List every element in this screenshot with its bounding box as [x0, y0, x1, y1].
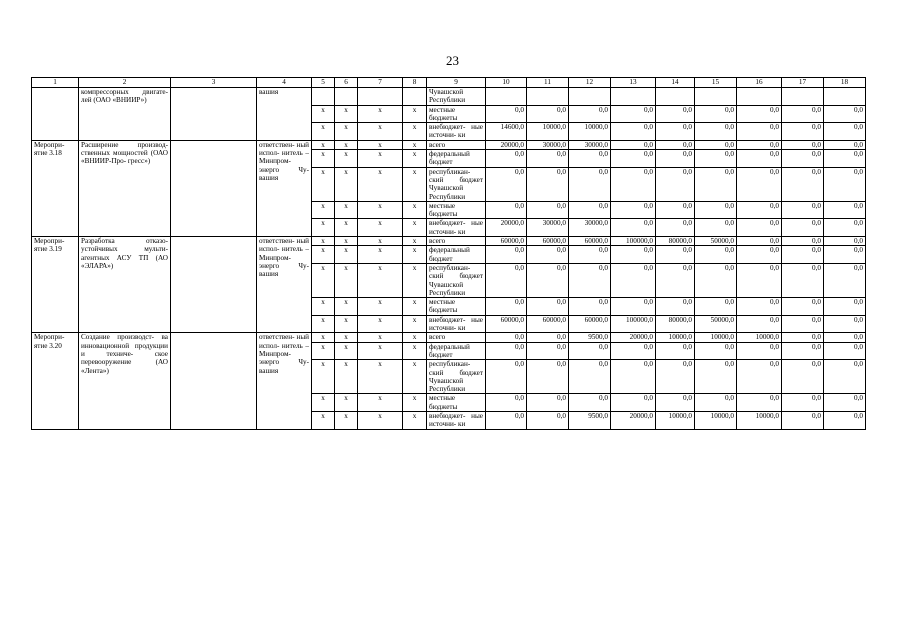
- column-header: 10: [486, 78, 527, 88]
- amount-cell: 0,0: [824, 219, 866, 237]
- code-cell: х: [312, 360, 335, 394]
- code-cell: х: [312, 105, 335, 123]
- column-header: 2: [79, 78, 171, 88]
- amount-cell: 0,0: [611, 394, 656, 412]
- column-header: 8: [403, 78, 427, 88]
- amount-cell: 0,0: [737, 105, 782, 123]
- code-cell: х: [358, 298, 403, 316]
- amount-cell: 0,0: [656, 219, 695, 237]
- amount-cell: 0,0: [611, 201, 656, 219]
- amount-cell: [782, 88, 824, 106]
- column-header: 13: [611, 78, 656, 88]
- code-cell: х: [358, 237, 403, 246]
- amount-cell: 0,0: [527, 298, 569, 316]
- code-cell: х: [312, 246, 335, 264]
- amount-cell: 0,0: [486, 201, 527, 219]
- amount-cell: 0,0: [782, 140, 824, 149]
- amount-cell: 0,0: [656, 360, 695, 394]
- amount-cell: 0,0: [611, 150, 656, 168]
- amount-cell: 0,0: [824, 263, 866, 297]
- amount-cell: 10000,0: [569, 123, 611, 141]
- code-cell: х: [358, 411, 403, 429]
- amount-cell: 100000,0: [611, 237, 656, 246]
- amount-cell: [527, 88, 569, 106]
- code-cell: х: [358, 394, 403, 412]
- amount-cell: 0,0: [782, 360, 824, 394]
- amount-cell: 0,0: [695, 201, 737, 219]
- amount-cell: 0,0: [737, 237, 782, 246]
- funding-source: местные бюджеты: [427, 105, 486, 123]
- funding-source: местные бюджеты: [427, 394, 486, 412]
- amount-cell: 0,0: [737, 298, 782, 316]
- amount-cell: 0,0: [695, 219, 737, 237]
- amount-cell: 0,0: [611, 167, 656, 201]
- amount-cell: 0,0: [656, 342, 695, 360]
- amount-cell: 0,0: [486, 360, 527, 394]
- amount-cell: 0,0: [737, 246, 782, 264]
- measure-label: Меропри- ятие 3.20: [32, 333, 79, 429]
- code-cell: х: [358, 219, 403, 237]
- code-cell: х: [335, 237, 358, 246]
- column-header: 9: [427, 78, 486, 88]
- amount-cell: 60000,0: [569, 315, 611, 333]
- amount-cell: 0,0: [737, 394, 782, 412]
- amount-cell: 0,0: [695, 342, 737, 360]
- code-cell: х: [312, 263, 335, 297]
- amount-cell: [611, 88, 656, 106]
- funding-source: внебюджет- ные источни- ки: [427, 315, 486, 333]
- code-cell: х: [358, 360, 403, 394]
- amount-cell: 80000,0: [656, 315, 695, 333]
- amount-cell: 0,0: [782, 105, 824, 123]
- funding-source: республикан- ский бюджет Чувашской Республики: [427, 167, 486, 201]
- column-header: 6: [335, 78, 358, 88]
- column-header: 12: [569, 78, 611, 88]
- amount-cell: 0,0: [486, 342, 527, 360]
- code-cell: х: [403, 315, 427, 333]
- column-header: 5: [312, 78, 335, 88]
- amount-cell: 80000,0: [656, 237, 695, 246]
- amount-cell: 0,0: [737, 123, 782, 141]
- amount-cell: 0,0: [824, 333, 866, 342]
- code-cell: х: [403, 394, 427, 412]
- amount-cell: 0,0: [782, 411, 824, 429]
- amount-cell: 10000,0: [527, 123, 569, 141]
- amount-cell: 0,0: [824, 105, 866, 123]
- amount-cell: 0,0: [527, 333, 569, 342]
- code-cell: х: [335, 123, 358, 141]
- amount-cell: 0,0: [569, 201, 611, 219]
- amount-cell: 0,0: [527, 150, 569, 168]
- amount-cell: 0,0: [824, 394, 866, 412]
- funding-source: республикан- ский бюджет Чувашской Республики: [427, 360, 486, 394]
- amount-cell: 60000,0: [569, 237, 611, 246]
- code-cell: х: [335, 167, 358, 201]
- code-cell: х: [358, 333, 403, 342]
- empty-cell: [171, 237, 257, 333]
- amount-cell: 0,0: [824, 315, 866, 333]
- amount-cell: 0,0: [737, 140, 782, 149]
- code-cell: х: [335, 246, 358, 264]
- amount-cell: 0,0: [569, 246, 611, 264]
- code-cell: х: [312, 333, 335, 342]
- code-cell: х: [335, 219, 358, 237]
- amount-cell: 0,0: [824, 167, 866, 201]
- funding-source: всего: [427, 333, 486, 342]
- amount-cell: 100000,0: [611, 315, 656, 333]
- executor: ответствен- ный испол- нитель – Минпром- энерго Чу- вашия: [257, 140, 312, 236]
- measure-name: Разработка отказо- устойчивых мульти- агентных АСУ ТП (АО «ЭЛАРА»): [79, 237, 171, 333]
- amount-cell: 0,0: [527, 394, 569, 412]
- amount-cell: 0,0: [695, 167, 737, 201]
- code-cell: х: [312, 150, 335, 168]
- column-header: 15: [695, 78, 737, 88]
- amount-cell: 0,0: [824, 411, 866, 429]
- code-cell: х: [403, 105, 427, 123]
- amount-cell: 0,0: [486, 246, 527, 264]
- amount-cell: 0,0: [695, 140, 737, 149]
- amount-cell: 0,0: [656, 150, 695, 168]
- executor: вашия: [257, 88, 312, 141]
- amount-cell: 60000,0: [486, 237, 527, 246]
- amount-cell: 0,0: [824, 298, 866, 316]
- amount-cell: 60000,0: [486, 315, 527, 333]
- code-cell: х: [335, 315, 358, 333]
- amount-cell: 0,0: [611, 123, 656, 141]
- code-cell: х: [335, 360, 358, 394]
- amount-cell: 10000,0: [695, 411, 737, 429]
- amount-cell: 0,0: [527, 263, 569, 297]
- amount-cell: [569, 88, 611, 106]
- column-header: 1: [32, 78, 79, 88]
- amount-cell: [656, 88, 695, 106]
- code-cell: х: [403, 219, 427, 237]
- column-header: 4: [257, 78, 312, 88]
- amount-cell: 0,0: [782, 219, 824, 237]
- amount-cell: 0,0: [824, 150, 866, 168]
- funding-source: федеральный бюджет: [427, 342, 486, 360]
- code-cell: х: [335, 411, 358, 429]
- amount-cell: 14600,0: [486, 123, 527, 141]
- amount-cell: 0,0: [782, 394, 824, 412]
- amount-cell: 0,0: [824, 201, 866, 219]
- amount-cell: 0,0: [611, 263, 656, 297]
- column-header: 17: [782, 78, 824, 88]
- code-cell: х: [358, 201, 403, 219]
- amount-cell: 30000,0: [569, 219, 611, 237]
- amount-cell: 0,0: [695, 298, 737, 316]
- measure-label: Меропри- ятие 3.18: [32, 140, 79, 236]
- amount-cell: 0,0: [527, 246, 569, 264]
- amount-cell: 0,0: [737, 342, 782, 360]
- amount-cell: 0,0: [656, 140, 695, 149]
- table-row: [32, 140, 866, 149]
- amount-cell: 0,0: [782, 201, 824, 219]
- funding-source: федеральный бюджет: [427, 246, 486, 264]
- amount-cell: 0,0: [782, 237, 824, 246]
- code-cell: х: [335, 342, 358, 360]
- code-cell: х: [312, 342, 335, 360]
- funding-source: внебюджет- ные источни- ки: [427, 123, 486, 141]
- empty-cell: [171, 88, 257, 141]
- code-cell: х: [358, 263, 403, 297]
- amount-cell: 0,0: [737, 360, 782, 394]
- amount-cell: 0,0: [611, 105, 656, 123]
- code-cell: х: [312, 394, 335, 412]
- budget-table: [31, 77, 866, 430]
- amount-cell: 30000,0: [527, 219, 569, 237]
- amount-cell: 0,0: [695, 150, 737, 168]
- code-cell: х: [312, 219, 335, 237]
- amount-cell: 0,0: [486, 263, 527, 297]
- code-cell: х: [335, 298, 358, 316]
- amount-cell: 10000,0: [656, 333, 695, 342]
- code-cell: х: [312, 201, 335, 219]
- amount-cell: 0,0: [695, 394, 737, 412]
- code-cell: х: [335, 394, 358, 412]
- empty-cell: [171, 140, 257, 236]
- amount-cell: 0,0: [569, 150, 611, 168]
- code-cell: х: [358, 342, 403, 360]
- table-row: [32, 237, 866, 246]
- column-header: 3: [171, 78, 257, 88]
- amount-cell: [486, 88, 527, 106]
- amount-cell: 0,0: [527, 201, 569, 219]
- amount-cell: 0,0: [611, 246, 656, 264]
- amount-cell: 0,0: [782, 333, 824, 342]
- empty-cell: [171, 333, 257, 429]
- amount-cell: 0,0: [569, 342, 611, 360]
- code-cell: х: [403, 150, 427, 168]
- code-cell: [358, 88, 403, 106]
- code-cell: х: [403, 201, 427, 219]
- code-cell: х: [403, 237, 427, 246]
- column-header: 18: [824, 78, 866, 88]
- code-cell: х: [358, 167, 403, 201]
- code-cell: х: [335, 140, 358, 149]
- code-cell: х: [403, 360, 427, 394]
- amount-cell: 0,0: [656, 298, 695, 316]
- code-cell: х: [312, 411, 335, 429]
- amount-cell: 0,0: [782, 315, 824, 333]
- amount-cell: [695, 88, 737, 106]
- amount-cell: 0,0: [782, 263, 824, 297]
- amount-cell: 0,0: [782, 246, 824, 264]
- column-header: 11: [527, 78, 569, 88]
- amount-cell: 0,0: [782, 342, 824, 360]
- code-cell: х: [403, 342, 427, 360]
- code-cell: х: [358, 123, 403, 141]
- page-number: 23: [446, 53, 459, 68]
- amount-cell: 0,0: [782, 123, 824, 141]
- amount-cell: 0,0: [737, 263, 782, 297]
- amount-cell: 0,0: [611, 298, 656, 316]
- amount-cell: 0,0: [486, 394, 527, 412]
- amount-cell: 0,0: [656, 201, 695, 219]
- table-row: [32, 88, 866, 106]
- amount-cell: 0,0: [527, 411, 569, 429]
- amount-cell: 0,0: [824, 360, 866, 394]
- code-cell: х: [358, 150, 403, 168]
- amount-cell: 0,0: [695, 246, 737, 264]
- measure-name: компрессорных двигате- лей (ОАО «ВНИИР»): [79, 88, 171, 141]
- amount-cell: 0,0: [569, 298, 611, 316]
- amount-cell: 0,0: [824, 140, 866, 149]
- amount-cell: 0,0: [486, 298, 527, 316]
- code-cell: х: [335, 150, 358, 168]
- code-cell: х: [312, 298, 335, 316]
- amount-cell: 0,0: [695, 105, 737, 123]
- amount-cell: 0,0: [527, 342, 569, 360]
- amount-cell: 30000,0: [569, 140, 611, 149]
- amount-cell: 0,0: [486, 105, 527, 123]
- amount-cell: 0,0: [824, 342, 866, 360]
- code-cell: х: [312, 140, 335, 149]
- funding-source: местные бюджеты: [427, 298, 486, 316]
- funding-source: внебюджет- ные источни- ки: [427, 219, 486, 237]
- measure-name: Расширение производ- ственных мощностей (ОАО «ВНИИР-Про- гресс»): [79, 140, 171, 236]
- column-header: 16: [737, 78, 782, 88]
- amount-cell: 0,0: [611, 360, 656, 394]
- amount-cell: 0,0: [486, 150, 527, 168]
- amount-cell: 20000,0: [486, 140, 527, 149]
- code-cell: [312, 88, 335, 106]
- code-cell: [335, 88, 358, 106]
- code-cell: х: [335, 105, 358, 123]
- code-cell: х: [403, 333, 427, 342]
- funding-source: внебюджет- ные источни- ки: [427, 411, 486, 429]
- header-row: [32, 78, 866, 88]
- amount-cell: 0,0: [569, 394, 611, 412]
- code-cell: х: [312, 237, 335, 246]
- amount-cell: 9500,0: [569, 333, 611, 342]
- amount-cell: 0,0: [569, 360, 611, 394]
- amount-cell: 0,0: [737, 315, 782, 333]
- amount-cell: 0,0: [656, 394, 695, 412]
- amount-cell: 0,0: [656, 246, 695, 264]
- funding-source: федеральный бюджет: [427, 150, 486, 168]
- amount-cell: 0,0: [486, 167, 527, 201]
- amount-cell: 10000,0: [737, 333, 782, 342]
- amount-cell: 9500,0: [569, 411, 611, 429]
- amount-cell: 0,0: [656, 105, 695, 123]
- code-cell: х: [312, 123, 335, 141]
- amount-cell: 0,0: [782, 150, 824, 168]
- amount-cell: 0,0: [656, 123, 695, 141]
- amount-cell: 0,0: [695, 263, 737, 297]
- amount-cell: 50000,0: [695, 237, 737, 246]
- amount-cell: 0,0: [527, 105, 569, 123]
- funding-source: Чувашской Республики: [427, 88, 486, 106]
- code-cell: х: [403, 263, 427, 297]
- code-cell: х: [335, 201, 358, 219]
- amount-cell: 20000,0: [611, 333, 656, 342]
- amount-cell: 0,0: [569, 263, 611, 297]
- code-cell: х: [335, 333, 358, 342]
- amount-cell: 0,0: [527, 167, 569, 201]
- column-header: 14: [656, 78, 695, 88]
- amount-cell: 0,0: [782, 298, 824, 316]
- amount-cell: 0,0: [695, 360, 737, 394]
- measure-label: Меропри- ятие 3.19: [32, 237, 79, 333]
- amount-cell: 50000,0: [695, 315, 737, 333]
- amount-cell: 0,0: [737, 167, 782, 201]
- code-cell: х: [358, 140, 403, 149]
- code-cell: х: [403, 246, 427, 264]
- amount-cell: 10000,0: [656, 411, 695, 429]
- funding-source: республикан- ский бюджет Чувашской Республики: [427, 263, 486, 297]
- amount-cell: 0,0: [824, 246, 866, 264]
- amount-cell: 0,0: [824, 123, 866, 141]
- amount-cell: 0,0: [656, 263, 695, 297]
- code-cell: х: [358, 315, 403, 333]
- code-cell: х: [312, 167, 335, 201]
- amount-cell: 0,0: [695, 123, 737, 141]
- table-body: [32, 78, 866, 430]
- amount-cell: 0,0: [782, 167, 824, 201]
- code-cell: х: [403, 123, 427, 141]
- amount-cell: 0,0: [569, 105, 611, 123]
- amount-cell: 0,0: [611, 140, 656, 149]
- code-cell: х: [335, 263, 358, 297]
- amount-cell: [737, 88, 782, 106]
- funding-source: всего: [427, 140, 486, 149]
- code-cell: х: [403, 140, 427, 149]
- amount-cell: 0,0: [656, 167, 695, 201]
- code-cell: х: [312, 315, 335, 333]
- amount-cell: 0,0: [569, 167, 611, 201]
- amount-cell: 0,0: [527, 360, 569, 394]
- measure-name: Создание производст- ва инновационной продукции и техниче- ское перевооружение (АО «Лента»): [79, 333, 171, 429]
- amount-cell: 0,0: [737, 201, 782, 219]
- code-cell: х: [358, 105, 403, 123]
- amount-cell: 0,0: [486, 411, 527, 429]
- amount-cell: 0,0: [486, 333, 527, 342]
- executor: ответствен- ный испол- нитель – Минпром- энерго Чу- вашия: [257, 237, 312, 333]
- amount-cell: [824, 88, 866, 106]
- amount-cell: 0,0: [611, 219, 656, 237]
- amount-cell: 30000,0: [527, 140, 569, 149]
- amount-cell: 60000,0: [527, 315, 569, 333]
- amount-cell: 10000,0: [695, 333, 737, 342]
- table-row: [32, 333, 866, 342]
- amount-cell: 0,0: [824, 237, 866, 246]
- code-cell: х: [403, 298, 427, 316]
- executor: ответствен- ный испол- нитель – Минпром- энерго Чу- вашия: [257, 333, 312, 429]
- code-cell: х: [403, 167, 427, 201]
- funding-source: всего: [427, 237, 486, 246]
- amount-cell: 10000,0: [737, 411, 782, 429]
- amount-cell: 60000,0: [527, 237, 569, 246]
- code-cell: [403, 88, 427, 106]
- code-cell: х: [358, 246, 403, 264]
- amount-cell: 0,0: [611, 342, 656, 360]
- amount-cell: 0,0: [737, 150, 782, 168]
- funding-source: местные бюджеты: [427, 201, 486, 219]
- code-cell: х: [403, 411, 427, 429]
- amount-cell: 0,0: [737, 219, 782, 237]
- column-header: 7: [358, 78, 403, 88]
- measure-label: [32, 88, 79, 141]
- amount-cell: 20000,0: [486, 219, 527, 237]
- amount-cell: 20000,0: [611, 411, 656, 429]
